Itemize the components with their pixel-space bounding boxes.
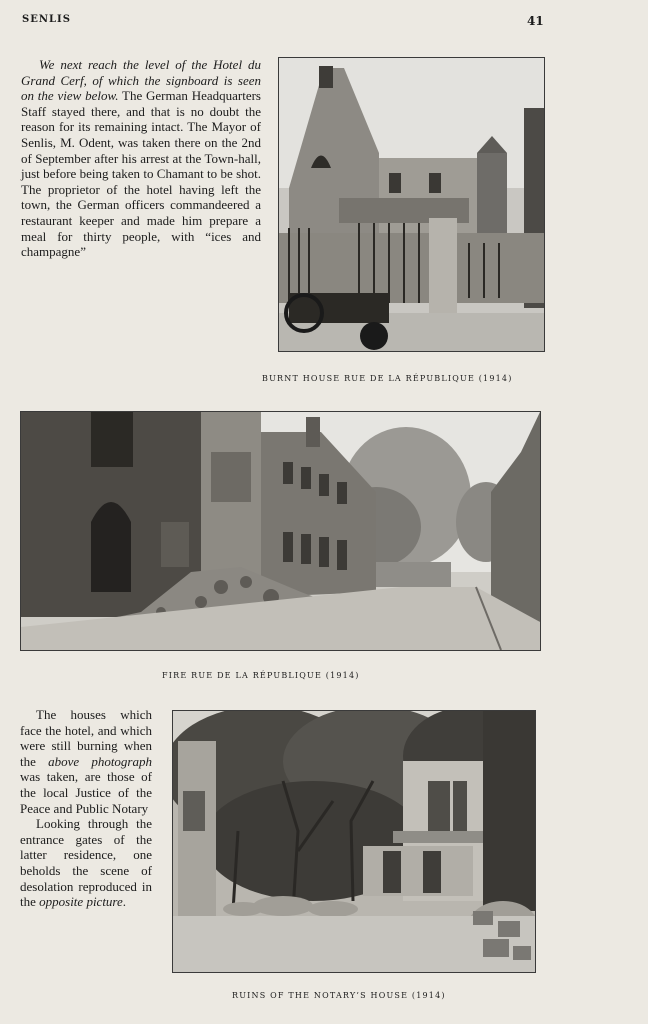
photo-notary-house-ruins	[172, 710, 536, 973]
paragraph-hotel-du-grand-cerf	[21, 57, 261, 260]
paragraph-3-part-b: .	[122, 894, 127, 910]
paragraph-2-part-b: was taken, are those of the local Justice of the Peace and Public Notary	[20, 769, 152, 816]
paragraph-intro-italic: We next reach the level of the Hotel du Grand Cerf, of which the signboard is seen on the view below.	[21, 57, 261, 104]
caption-notary-ruins: RUINS OF THE NOTARY’S HOUSE (1914)	[232, 991, 446, 1000]
paragraph-body: The German Headquarters Staff stayed there, and that is no doubt the reason for its remaining intact. The Mayor of Senlis, M. Odent, was taken there on the 2nd of September after his arrest at the Town-hall, just before being taken to Chamant to be shot. The proprietor of the hotel having left the town, the German officers commandeered a restaurant keeper and made him prepare a meal for thirty people, with “ices and champagne”	[21, 88, 261, 260]
paragraph-houses-facing-hotel	[20, 707, 152, 910]
caption-fire: FIRE RUE DE LA RÉPUBLIQUE (1914)	[162, 671, 360, 680]
photo-burnt-house	[278, 57, 545, 352]
paragraph-3-italic: opposite picture	[39, 894, 123, 910]
paragraph-2-part-a: The houses which face the hotel, and which were still burning when the	[20, 707, 152, 769]
paragraph-3-part-a: Looking through the entrance gates of the latter residence, one beholds the scene of desolation reproduced in the	[20, 816, 152, 910]
photo-fire-rue-de-la-republique	[20, 411, 541, 651]
running-header: SENLIS	[22, 14, 71, 25]
paragraph-2-italic: above photograph	[48, 753, 152, 769]
caption-burnt-house: BURNT HOUSE RUE DE LA RÉPUBLIQUE (1914)	[262, 374, 513, 383]
page-number: 41	[527, 14, 544, 28]
